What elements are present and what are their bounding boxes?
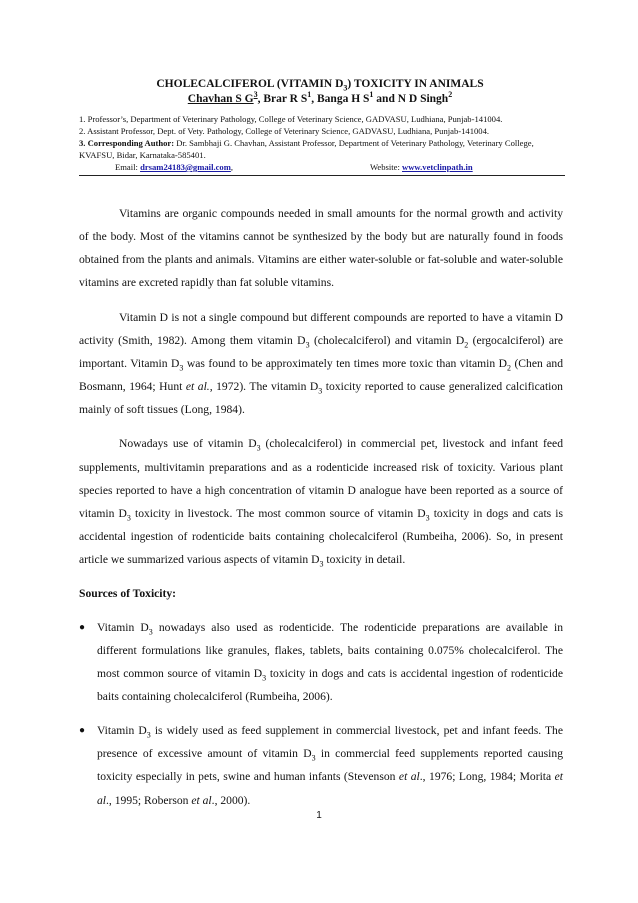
website-link[interactable]: www.vetclinpath.in	[402, 162, 473, 172]
paragraph-3: Nowadays use of vitamin $D_3$ (cholecalciferol) in commercial pet, livestock and infant feed supplements, multivitamin preparations and as a rodenticide increased risk of toxicity. Various plant species reported to have a high concentration of vitamin D analogue have been reported as a source of vitamin $D_3$ toxicity in livestock. The most common source of vitamin $D_3$ toxicity in dogs and cats is accidental ingestion of rodenticide baits containing cholecalciferol (Rumbeiha, 2006). So, in present article we summarized various aspects of vitamin $D_3$ toxicity in detail.	[79, 437, 563, 569]
paragraph-2: Vitamin D is not a single compound but different compounds are reported to have a vitamin D activity (Smith, 1982). Among them vitamin $D_3$ (cholecalciferol) and vitamin $D_2$ (ergocalciferol) are important. Vitamin $D_3$ was found to be approximately ten times more toxic than vitamin $D_2$ (Chen and Bosmann, 1964; Hunt et al., 1972). The vitamin $D_3$ toxicity reported to cause generalized calcification mainly of soft tissues (Long, 1984).	[79, 310, 563, 417]
affiliation-1: 1. Professor’s, Department of Veterinary Pathology, College of Veterinary Science, GADVASU, Ludhiana, Punjab-141004.	[79, 114, 503, 124]
paper-title-block	[78, 77, 562, 107]
affiliation-3: 3. Corresponding Author: Dr. Sambhaji G. Chavhan, Assistant Professor, Department of Veterinary Pathology, Veterinary College, KVAFSU, Bidar, Karnataka-585401.	[79, 138, 534, 161]
website-block: Website: www.vetclinpath.in	[370, 162, 473, 172]
email-link[interactable]: drsam24183@gmail.com	[140, 162, 231, 172]
contact-line	[79, 161, 565, 176]
list-item: ● Vitamin $D_3$ is widely used as feed supplement in commercial livestock, pet and infant feeds. The presence of excessive amount of vitamin $D_3$ in commercial feed supplements reported causing toxicity especially in pets, swine and human infants (Stevenson et al., 1976; Long, 1984; Morita et al., 1995; Roberson et al., 2000).	[79, 719, 563, 812]
affiliation-2: 2. Assistant Professor, Dept. of Vety. Pathology, College of Veterinary Science, GADVASU, Ludhiana, Punjab-141004.	[79, 126, 490, 137]
email-block: Email: drsam24183@gmail.com,	[115, 162, 234, 172]
bullet-icon: ●	[79, 725, 86, 737]
body-text	[79, 202, 563, 823]
page-number: 1	[316, 810, 322, 821]
bullet-list	[79, 616, 563, 812]
section-heading: Sources of Toxicity:	[79, 587, 177, 601]
paper-title: CHOLECALCIFEROL (VITAMIN $D_3$) TOXICITY IN ANIMALS	[156, 78, 484, 93]
corresponding-author: Chavhan S G	[187, 93, 254, 105]
bullet-icon: ●	[79, 621, 86, 633]
list-item: ● Vitamin $D_3$ nowadays also used as rodenticide. The rodenticide preparations are available in different formulations like granules, flakes, tablets, baits containing 0.075% cholecalciferol. The most common source of vitamin $D_3$ toxicity in dogs and cats is accidental ingestion of rodenticide baits containing cholecalciferol (Rumbeiha, 2006).	[79, 616, 563, 709]
affiliations	[79, 113, 563, 161]
author-line: Chavhan S $G^3$, Brar R $S^1$, Banga H $S^1$ and N D Singh$^2$	[187, 90, 453, 105]
paragraph-1: Vitamins are organic compounds needed in small amounts for the normal growth and activity of the body. Most of the vitamins cannot be synthesized by the body but are naturally found in foods obtained from the plants and animals. Vitamins are either water-soluble or fat-soluble and water-soluble vitamins are excreted rapidly than fat soluble vitamins.	[79, 207, 563, 290]
